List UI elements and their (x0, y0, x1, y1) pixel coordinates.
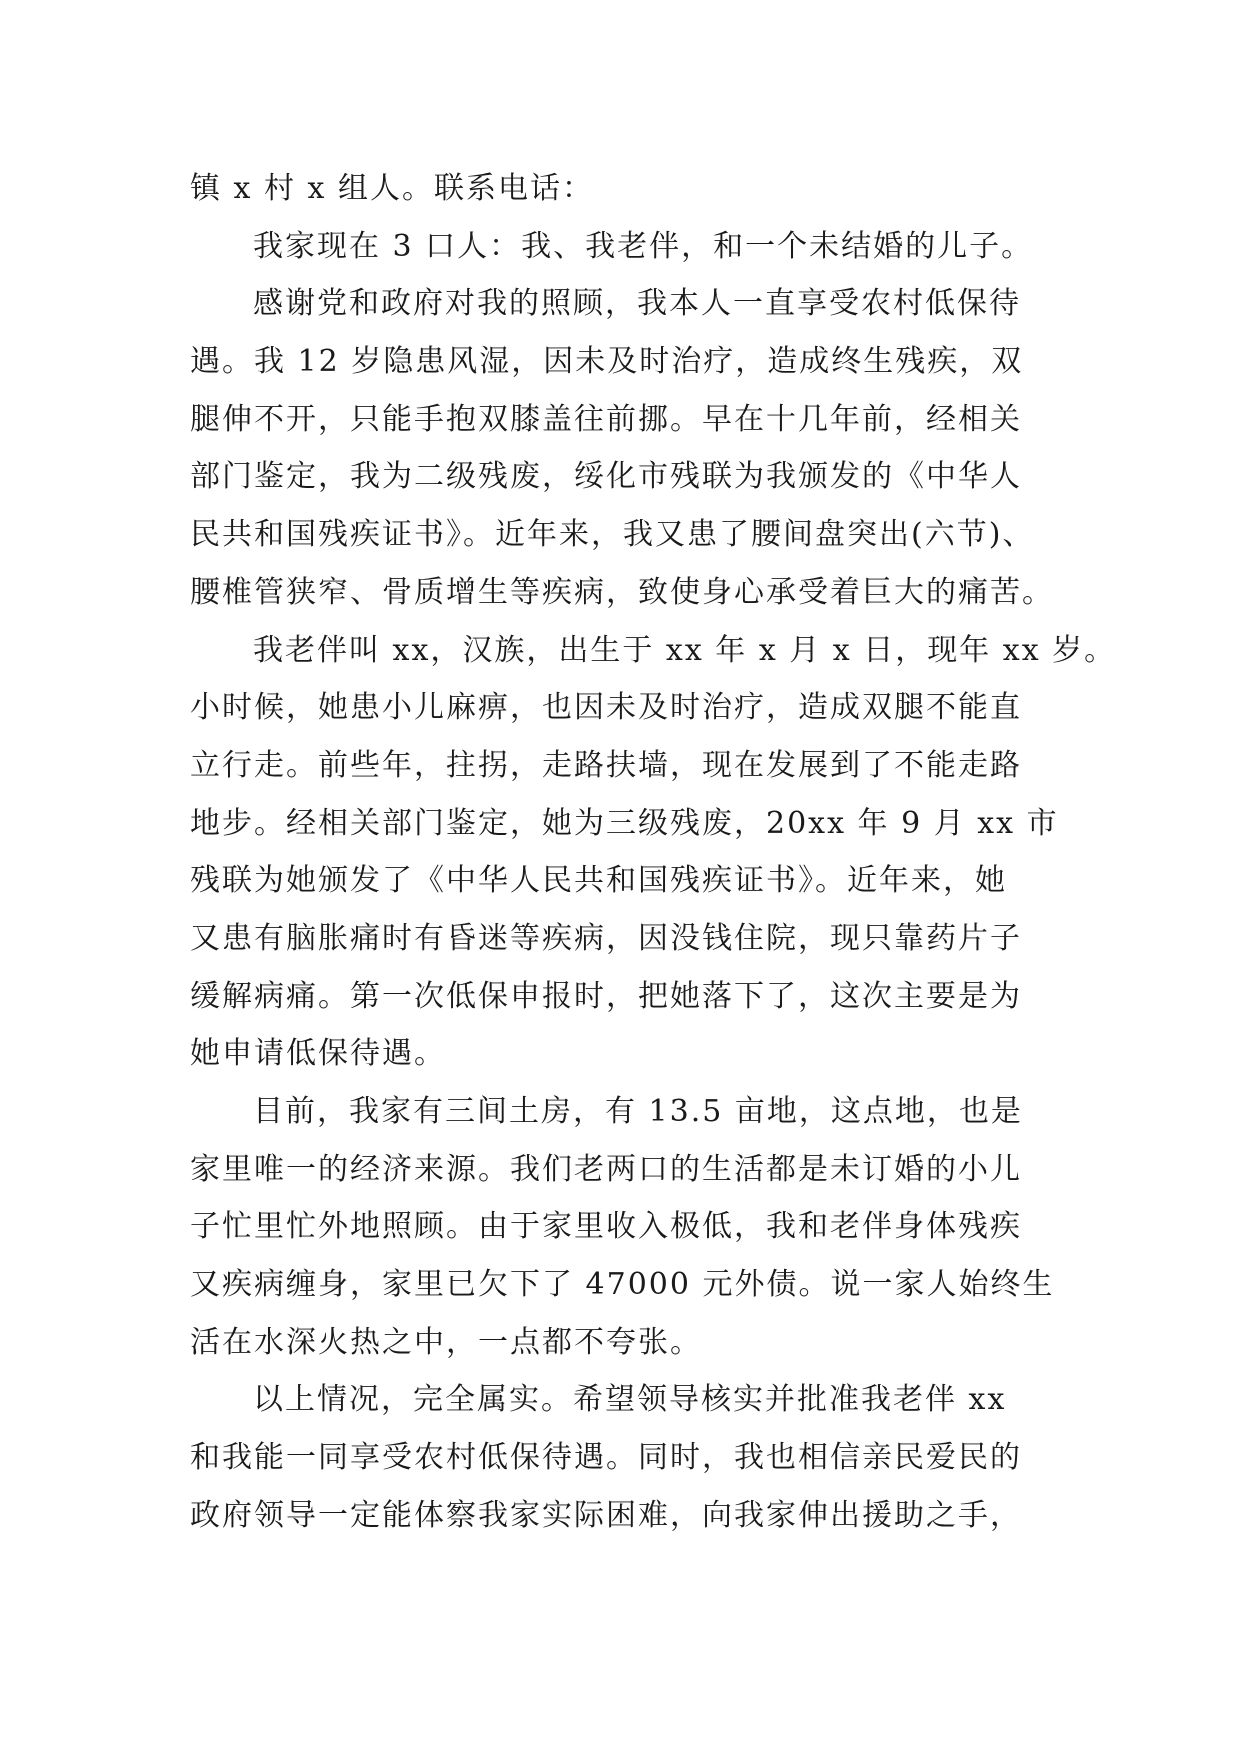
text-line: 活在水深火热之中，一点都不夸张。 (190, 1324, 702, 1360)
text-line: 腿伸不开，只能手抱双膝盖往前挪。早在十几年前，经相关 (190, 401, 1022, 437)
text-line: 和我能一同享受农村低保待遇。同时，我也相信亲民爱民的 (190, 1440, 1022, 1476)
text-line: 以上情况，完全属实。希望领导核实并批准我老伴 xx (253, 1382, 1007, 1418)
text-line: 我家现在 3 口人：我、我老伴，和一个未结婚的儿子。 (253, 228, 1034, 264)
text-line: 感谢党和政府对我的照顾，我本人一直享受农村低保待 (253, 286, 1021, 322)
text-line: 家里唯一的经济来源。我们老两口的生活都是未订婚的小儿 (190, 1151, 1022, 1187)
document-body (190, 160, 1117, 1545)
text-line: 部门鉴定，我为二级残废，绥化市残联为我颁发的《中华人 (190, 459, 1022, 495)
text-line: 小时候，她患小儿麻痹，也因未及时治疗，造成双腿不能直 (190, 690, 1022, 726)
text-line: 又患有脑胀痛时有昏迷等疾病，因没钱住院，现只靠药片子 (190, 920, 1022, 956)
text-line: 又疾病缠身，家里已欠下了 47000 元外债。说一家人始终生 (190, 1267, 1055, 1303)
text-line: 她申请低保待遇。 (190, 1036, 446, 1072)
text-line: 立行走。前些年，拄拐，走路扶墙，现在发展到了不能走路 (190, 747, 1022, 783)
text-line: 残联为她颁发了《中华人民共和国残疾证书》。近年来，她 (190, 863, 1007, 899)
text-line: 子忙里忙外地照顾。由于家里收入极低，我和老伴身体残疾 (190, 1209, 1022, 1245)
text-line: 镇 x 村 x 组人。联系电话： (190, 171, 594, 206)
text-line: 腰椎管狭窄、骨质增生等疾病，致使身心承受着巨大的痛苦。 (190, 574, 1054, 610)
text-line: 民共和国残疾证书》。近年来，我又患了腰间盘突出(六节)、 (190, 517, 1035, 553)
text-line: 地步。经相关部门鉴定，她为三级残废，20xx 年 9 月 xx 市 (190, 805, 1059, 841)
text-line: 我老伴叫 xx，汉族，出生于 xx 年 x 月 x 日，现年 xx 岁。 (253, 632, 1117, 668)
text-line: 目前，我家有三间土房，有 13.5 亩地，这点地，也是 (253, 1094, 1023, 1129)
text-line: 遇。我 12 岁隐患风湿，因未及时治疗，造成终生残疾，双 (190, 344, 1024, 380)
text-line: 政府领导一定能体察我家实际困难，向我家伸出援助之手， (190, 1497, 1022, 1533)
text-line: 缓解病痛。第一次低保申报时，把她落下了，这次主要是为 (190, 978, 1022, 1014)
